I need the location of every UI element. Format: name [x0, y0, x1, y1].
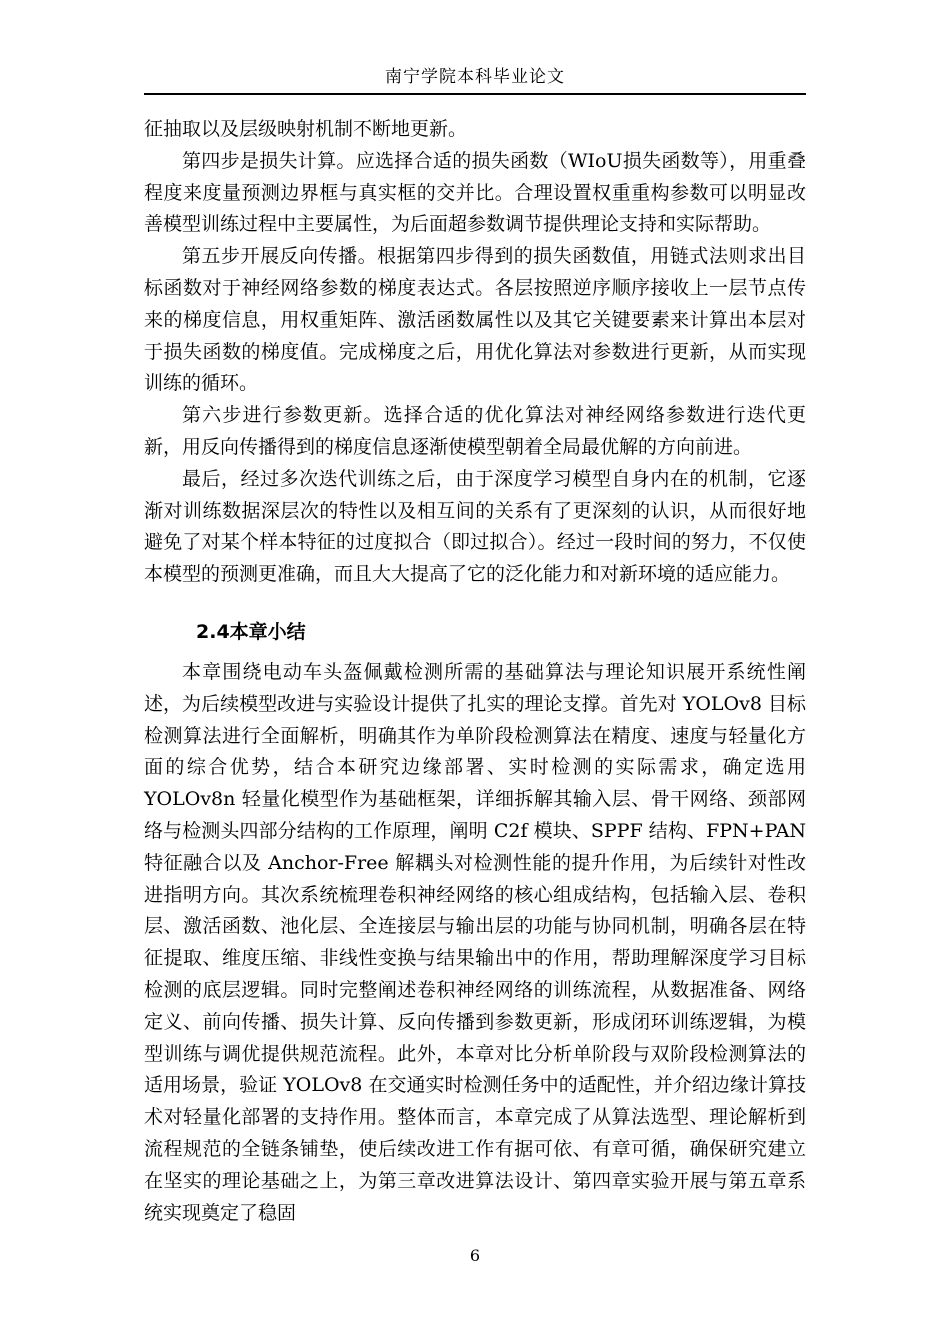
- header-rule: [144, 93, 806, 95]
- paragraph-step-four: 第四步是损失计算。应选择合适的损失函数（WIoU损失函数等），用重叠程度来度量预测边界框与真实框的交并比。合理设置权重重构参数可以明显改善模型训练过程中主要属性，为后面超参数调节提供理论支持和实际帮助。: [144, 149, 806, 236]
- section-body: [144, 657, 806, 1229]
- section-heading: 2.4本章小结: [196, 621, 306, 643]
- page-number: 6: [469, 1246, 481, 1265]
- running-header: 南宁学院本科毕业论文: [385, 67, 565, 87]
- paragraph-summary: 本章围绕电动车头盔佩戴检测所需的基础算法与理论知识展开系统性阐述，为后续模型改进与实验设计提供了扎实的理论支撑。首先对 YOLOv8 目标检测算法进行全面解析，明确其作为单阶段检测算法在精度、速度与轻量化方面的综合优势，结合本研究边缘部署、实时检测的实际需求，确定选用 YOLOv8n 轻量化模型作为基础框架，详细拆解其输入层、骨干网络、颈部网络与检测头四部分结构的工作原理，阐明 C2f 模块、SPPF 结构、FPN+PAN 特征融合以及 Anchor-Free 解耦头对检测性能的提升作用，为后续针对性改进指明方向。其次系统梳理卷积神经网络的核心组成结构，包括输入层、卷积层、激活函数、池化层、全连接层与输出层的功能与协同机制，明确各层在特征提取、维度压缩、非线性变换与结果输出中的作用，帮助理解深度学习目标检测的底层逻辑。同时完整阐述卷积神经网络的训练流程，从数据准备、网络定义、前向传播、损失计算、反向传播到参数更新，形成闭环训练逻辑，为模型训练与调优提供规范流程。此外，本章对比分析单阶段与双阶段检测算法的适用场景，验证 YOLOv8 在交通实时检测任务中的适配性，并介绍边缘计算技术对轻量化部署的支持作用。整体而言，本章完成了从算法选型、理论解析到流程规范的全链条铺垫，使后续改进工作有据可依、有章可循，确保研究建立在坚实的理论基础之上，为第三章改进算法设计、第四章实验开展与第五章系统实现奠定了稳固: [144, 661, 806, 1224]
- body-text: [144, 114, 806, 591]
- paragraph-finally: 最后，经过多次迭代训练之后，由于深度学习模型自身内在的机制，它逐渐对训练数据深层次的特性以及相互间的关系有了更深刻的认识，从而很好地避免了对某个样本特征的过度拟合（即过拟合）。经过一段时间的努力，不仅使本模型的预测更准确，而且大大提高了它的泛化能力和对新环境的适应能力。: [144, 467, 806, 586]
- paragraph-step-five: 第五步开展反向传播。根据第四步得到的损失函数值，用链式法则求出目标函数对于神经网络参数的梯度表达式。各层按照逆序顺序接收上一层节点传来的梯度信息，用权重矩阵、激活函数属性以及其它关键要素来计算出本层对于损失函数的梯度值。完成梯度之后，用优化算法对参数进行更新，从而实现训练的循环。: [144, 245, 806, 395]
- paragraph-continuation: 征抽取以及层级映射机制不断地更新。: [144, 118, 468, 140]
- paragraph-step-six: 第六步进行参数更新。选择合适的优化算法对神经网络参数进行迭代更新，用反向传播得到的梯度信息逐渐使模型朝着全局最优解的方向前进。: [144, 404, 806, 458]
